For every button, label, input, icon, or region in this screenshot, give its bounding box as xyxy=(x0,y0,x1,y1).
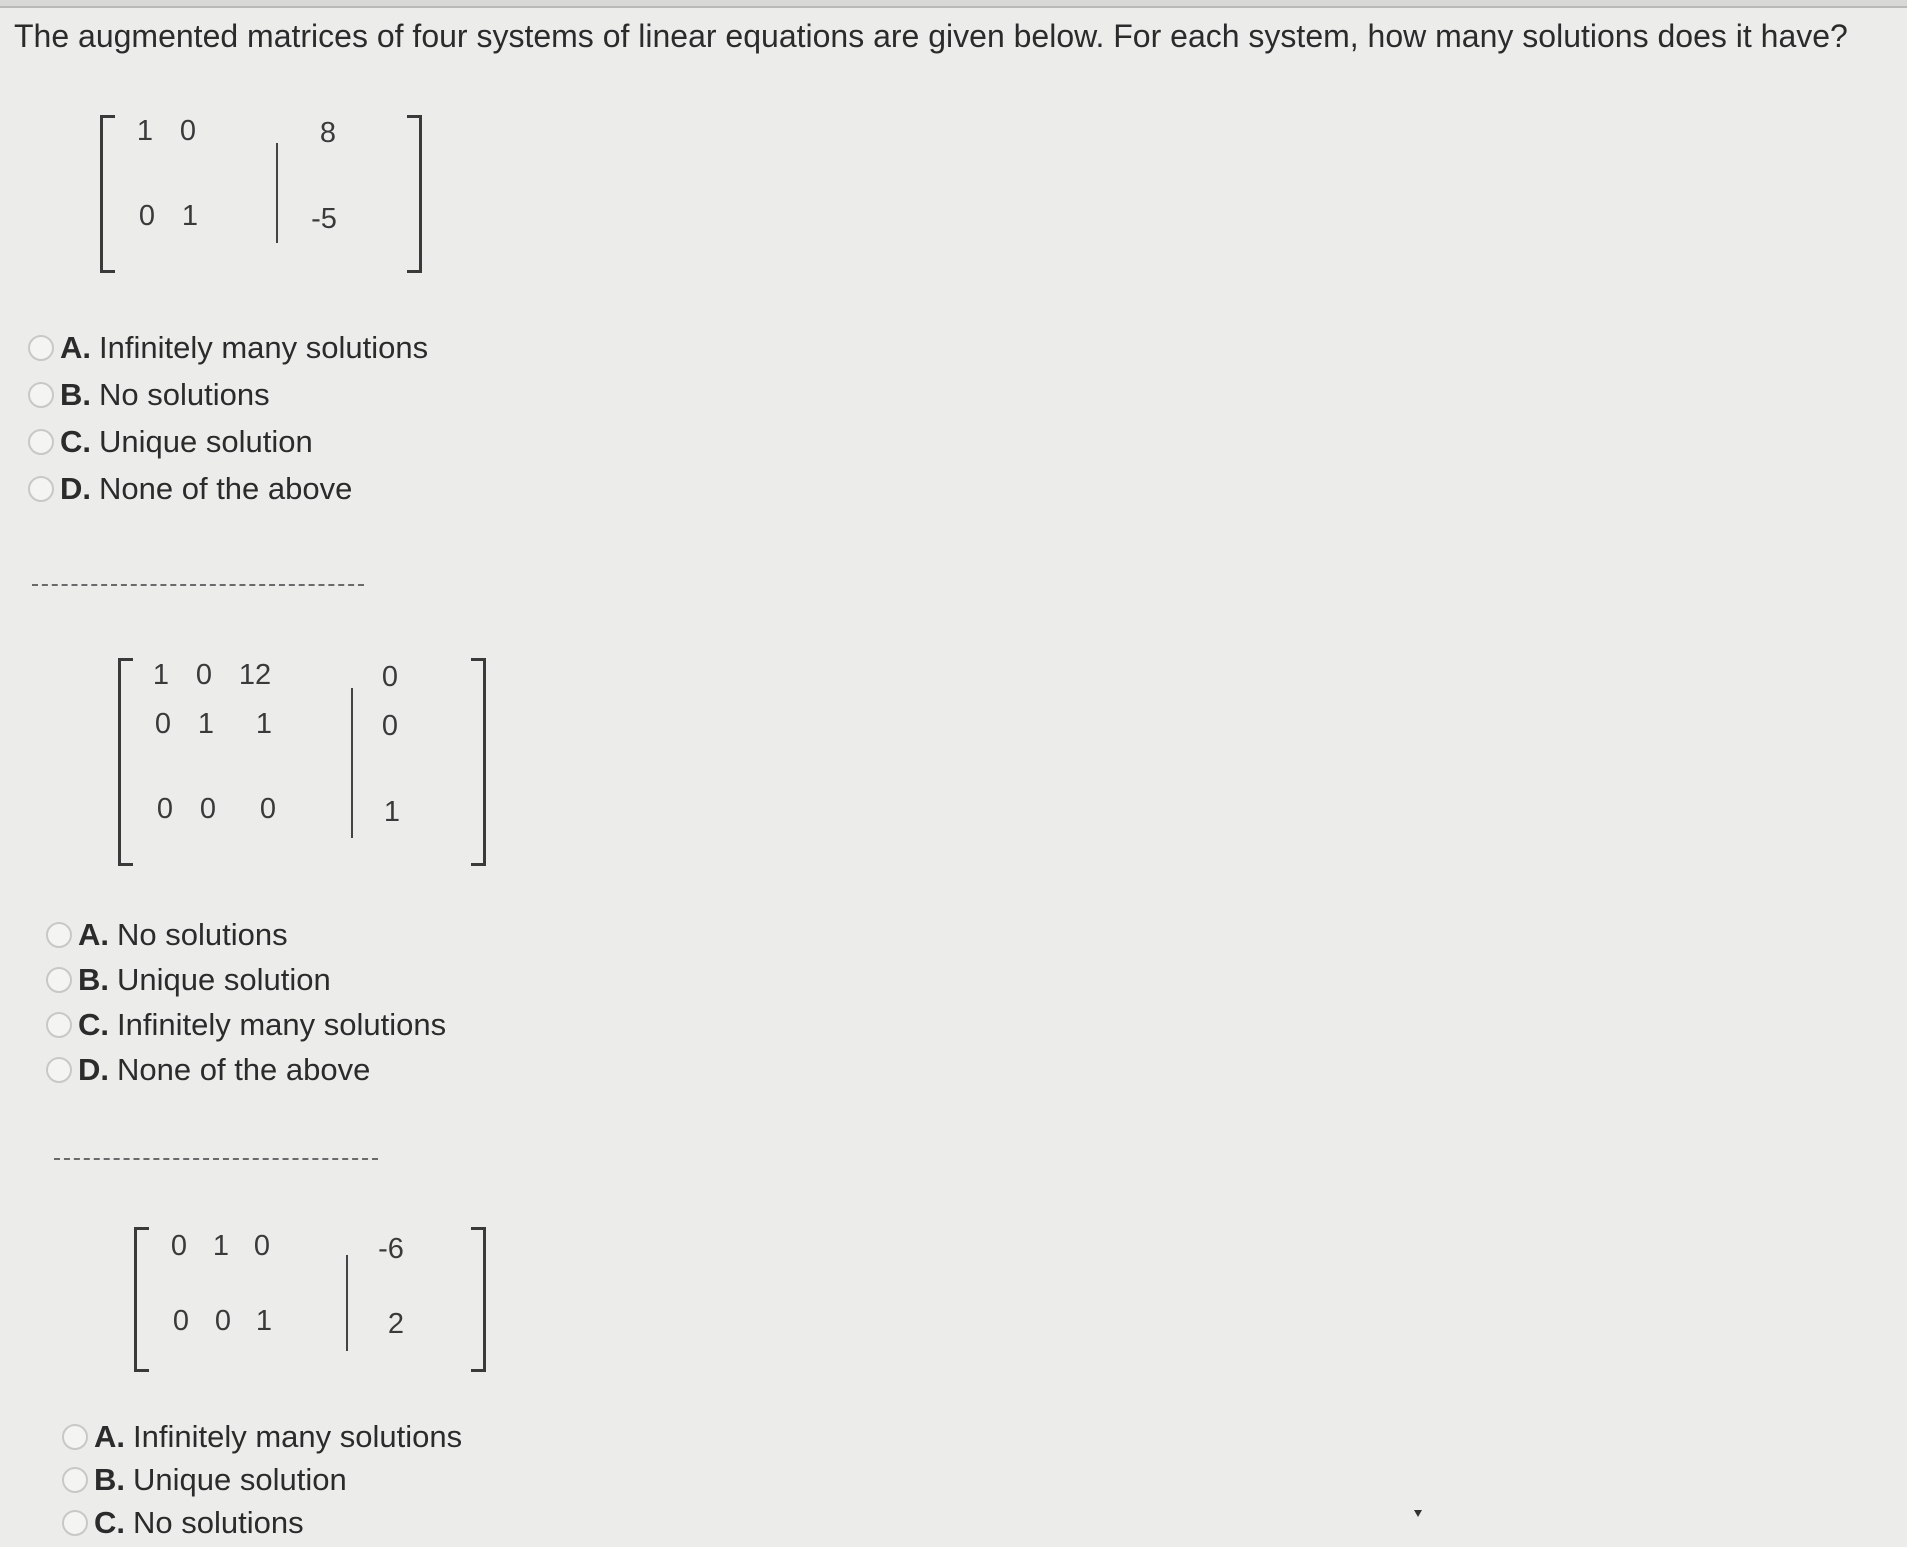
options-group-1 xyxy=(28,324,428,512)
radio-button[interactable] xyxy=(46,922,72,948)
options-group-3 xyxy=(62,1415,462,1544)
matrix-cell: -6 xyxy=(378,1233,404,1265)
matrix-cell: 0 xyxy=(381,710,399,742)
matrix-cell: 0 xyxy=(172,1305,190,1337)
matrix-cell: 1 xyxy=(255,1305,273,1337)
options-group-2 xyxy=(46,912,446,1092)
mouse-cursor-icon xyxy=(1414,1510,1422,1517)
augmented-matrix-3 xyxy=(134,1227,486,1372)
radio-button[interactable] xyxy=(62,1510,88,1536)
option-3c[interactable]: C. No solutions xyxy=(62,1501,462,1544)
radio-button[interactable] xyxy=(28,382,54,408)
matrix-cell: 0 xyxy=(199,793,217,825)
matrix-cell: 0 xyxy=(138,200,156,232)
radio-button[interactable] xyxy=(62,1467,88,1493)
right-bracket xyxy=(471,658,486,866)
left-bracket xyxy=(118,658,133,866)
option-2b[interactable]: B. Unique solution xyxy=(46,957,446,1002)
matrix-cell: 0 xyxy=(214,1305,232,1337)
option-1c[interactable]: C. Unique solution xyxy=(28,418,428,465)
matrix-cell: 8 xyxy=(319,117,337,149)
radio-button[interactable] xyxy=(46,1057,72,1083)
option-2c[interactable]: C. Infinitely many solutions xyxy=(46,1002,446,1047)
right-bracket xyxy=(407,115,422,273)
matrix-cell: -5 xyxy=(311,203,337,235)
radio-button[interactable] xyxy=(28,335,54,361)
augmented-matrix-1 xyxy=(100,115,422,273)
matrix-cell: 1 xyxy=(383,796,401,828)
radio-button[interactable] xyxy=(46,967,72,993)
right-bracket xyxy=(471,1227,486,1372)
matrix-cell: 0 xyxy=(179,115,197,147)
matrix-cell: 2 xyxy=(387,1308,405,1340)
section-divider xyxy=(54,1158,378,1160)
question-text: The augmented matrices of four systems of linear equations are given below. For each system, how many solutions does it have? xyxy=(14,18,1848,54)
augmented-matrix-2 xyxy=(118,658,486,866)
option-3b[interactable]: B. Unique solution xyxy=(62,1458,462,1501)
matrix-cell: 1 xyxy=(136,115,154,147)
matrix-cell: 0 xyxy=(170,1230,188,1262)
top-divider xyxy=(0,0,1907,8)
matrix-cell: 0 xyxy=(381,661,399,693)
left-bracket xyxy=(134,1227,149,1372)
option-2a[interactable]: A. No solutions xyxy=(46,912,446,957)
option-2d[interactable]: D. None of the above xyxy=(46,1047,446,1092)
left-bracket xyxy=(100,115,115,273)
augment-separator xyxy=(276,143,278,243)
matrix-cell: 0 xyxy=(259,793,277,825)
matrix-cell: 12 xyxy=(238,659,272,691)
matrix-cell: 1 xyxy=(212,1230,230,1262)
augment-separator xyxy=(346,1255,348,1351)
matrix-cell: 0 xyxy=(156,793,174,825)
matrix-cell: 1 xyxy=(152,659,170,691)
matrix-cell: 0 xyxy=(253,1230,271,1262)
radio-button[interactable] xyxy=(46,1012,72,1038)
radio-button[interactable] xyxy=(28,429,54,455)
option-1a[interactable]: A. Infinitely many solutions xyxy=(28,324,428,371)
radio-button[interactable] xyxy=(28,476,54,502)
matrix-cell: 0 xyxy=(154,708,172,740)
matrix-cell: 0 xyxy=(195,659,213,691)
radio-button[interactable] xyxy=(62,1424,88,1450)
option-3a[interactable]: A. Infinitely many solutions xyxy=(62,1415,462,1458)
option-1b[interactable]: B. No solutions xyxy=(28,371,428,418)
matrix-cell: 1 xyxy=(197,708,215,740)
option-1d[interactable]: D. None of the above xyxy=(28,465,428,512)
matrix-cell: 1 xyxy=(255,708,273,740)
section-divider xyxy=(32,584,364,586)
augment-separator xyxy=(351,688,353,838)
matrix-cell: 1 xyxy=(181,200,199,232)
